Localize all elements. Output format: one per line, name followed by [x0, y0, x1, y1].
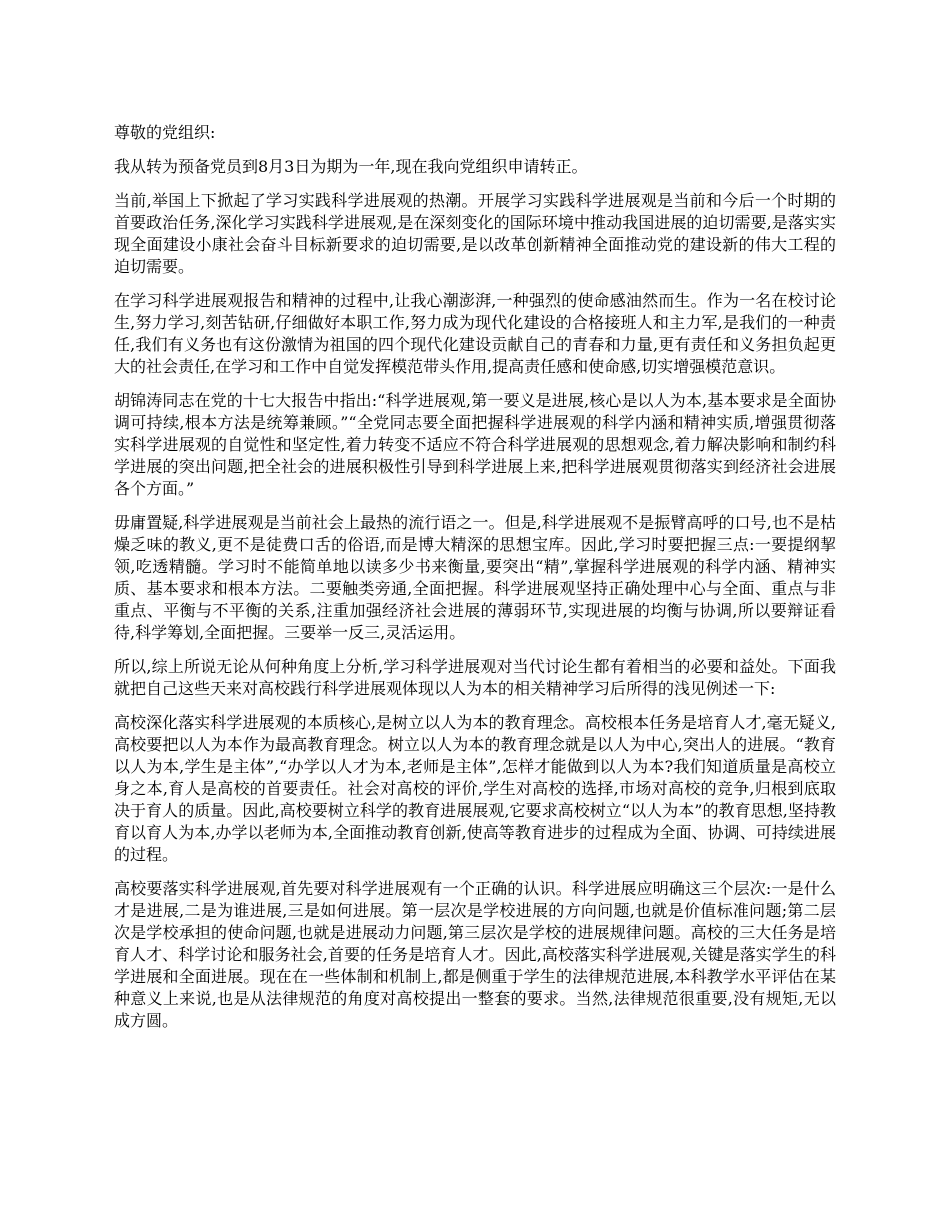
paragraph-1: 我从转为预备党员到8月3日为期为一年,现在我向党组织申请转正。 [114, 157, 588, 176]
paragraph-4: 胡锦涛同志在党的十七大报告中指出:“科学进展观,第一要义是进展,核心是以人为本,基本要求是全面协调可持续,根本方法是统筹兼顾。”“全党同志要全面把握科学进展观的科学内涵和精神实质,增强贯彻落实科学进展观的自觉性和坚定性,着力转变不适应不符合科学进展观的思想观念,着力解决影响和制约科学进展的突出问题,把全社会的进展积极性引导到科学进展上来,把科学进展观贯彻落实到经济社会进展各个方面。” [114, 391, 836, 498]
salutation: 尊敬的党组织: [114, 123, 216, 142]
paragraph-5: 毋庸置疑,科学进展观是当前社会上最热的流行语之一。但是,科学进展观不是振臂高呼的口号,也不是枯燥乏味的教义,更不是徒费口舌的俗语,而是博大精深的思想宝库。因此,学习时要把握三点:一要提纲挈领,吃透精髓。学习时不能简单地以读多少书来衡量,要突出“精”,掌握科学进展观的科学内涵、精神实质、基本要求和根本方法。二要触类旁通,全面把握。科学进展观坚持正确处理中心与全面、重点与非重点、平衡与不平衡的关系,注重加强经济社会进展的薄弱环节,实现进展的均衡与协调,所以要辩证看待,科学筹划,全面把握。三要举一反三,灵活运用。 [114, 513, 836, 642]
paragraph-3: 在学习科学进展观报告和精神的过程中,让我心潮澎湃,一种强烈的使命感油然而生。作为一名在校讨论生,努力学习,刻苦钻研,仔细做好本职工作,努力成为现代化建设的合格接班人和主力军,是我们的一种责任,我们有义务也有这份激情为祖国的四个现代化建设贡献自己的青春和力量,更有责任和义务担负起更大的社会责任,在学习和工作中自觉发挥模范带头作用,提高责任感和使命感,切实增强模范意识。 [114, 291, 836, 376]
paragraph-2: 当前,举国上下掀起了学习实践科学进展观的热潮。开展学习实践科学进展观是当前和今后一个时期的首要政治任务,深化学习实践科学进展观,是在深刻变化的国际环境中推动我国进展的迫切需要,是落实实现全面建设小康社会奋斗目标新要求的迫切需要,是以改革创新精神全面推动党的建设新的伟大工程的迫切需要。 [114, 191, 836, 276]
paragraph-6: 所以,综上所说无论从何种角度上分析,学习科学进展观对当代讨论生都有着相当的必要和益处。下面我就把自己这些天来对高校践行科学进展观体现以人为本的相关精神学习后所得的浅见例述一下: [114, 657, 836, 698]
paragraph-7: 高校深化落实科学进展观的本质核心,是树立以人为本的教育理念。高校根本任务是培育人才,毫无疑义,高校要把以人为本作为最高教育理念。树立以人为本的教育理念就是以人为中心,突出人的进展。“教育以人为本,学生是主体”,“办学以人才为本,老师是主体”,怎样才能做到以人为本?我们知道质量是高校立身之本,育人是高校的首要责任。社会对高校的评价,学生对高校的选择,市场对高校的竞争,归根到底取决于育人的质量。因此,高校要树立科学的教育进展展观,它要求高校树立“以人为本”的教育思想,坚持教育以育人为本,办学以老师为本,全面推动教育创新,使高等教育进步的过程成为全面、协调、可持续进展的过程。 [114, 713, 836, 864]
document-body [114, 122, 836, 1044]
paragraph-8: 高校要落实科学进展观,首先要对科学进展观有一个正确的认识。科学进展应明确这三个层次:一是什么才是进展,二是为谁进展,三是如何进展。第一层次是学校进展的方向问题,也就是价值标准问题;第二层次是学校承担的使命问题,也就是进展动力问题,第三层次是学校的进展规律问题。高校的三大任务是培育人才、科学讨论和服务社会,首要的任务是培育人才。因此,高校落实科学进展观,关键是落实学生的科学进展和全面进展。现在在一些体制和机制上,都是侧重于学生的法律规范进展,本科教学水平评估在某种意义上来说,也是从法律规范的角度对高校提出一整套的要求。当然,法律规范很重要,没有规矩,无以成方圆。 [114, 879, 836, 1030]
